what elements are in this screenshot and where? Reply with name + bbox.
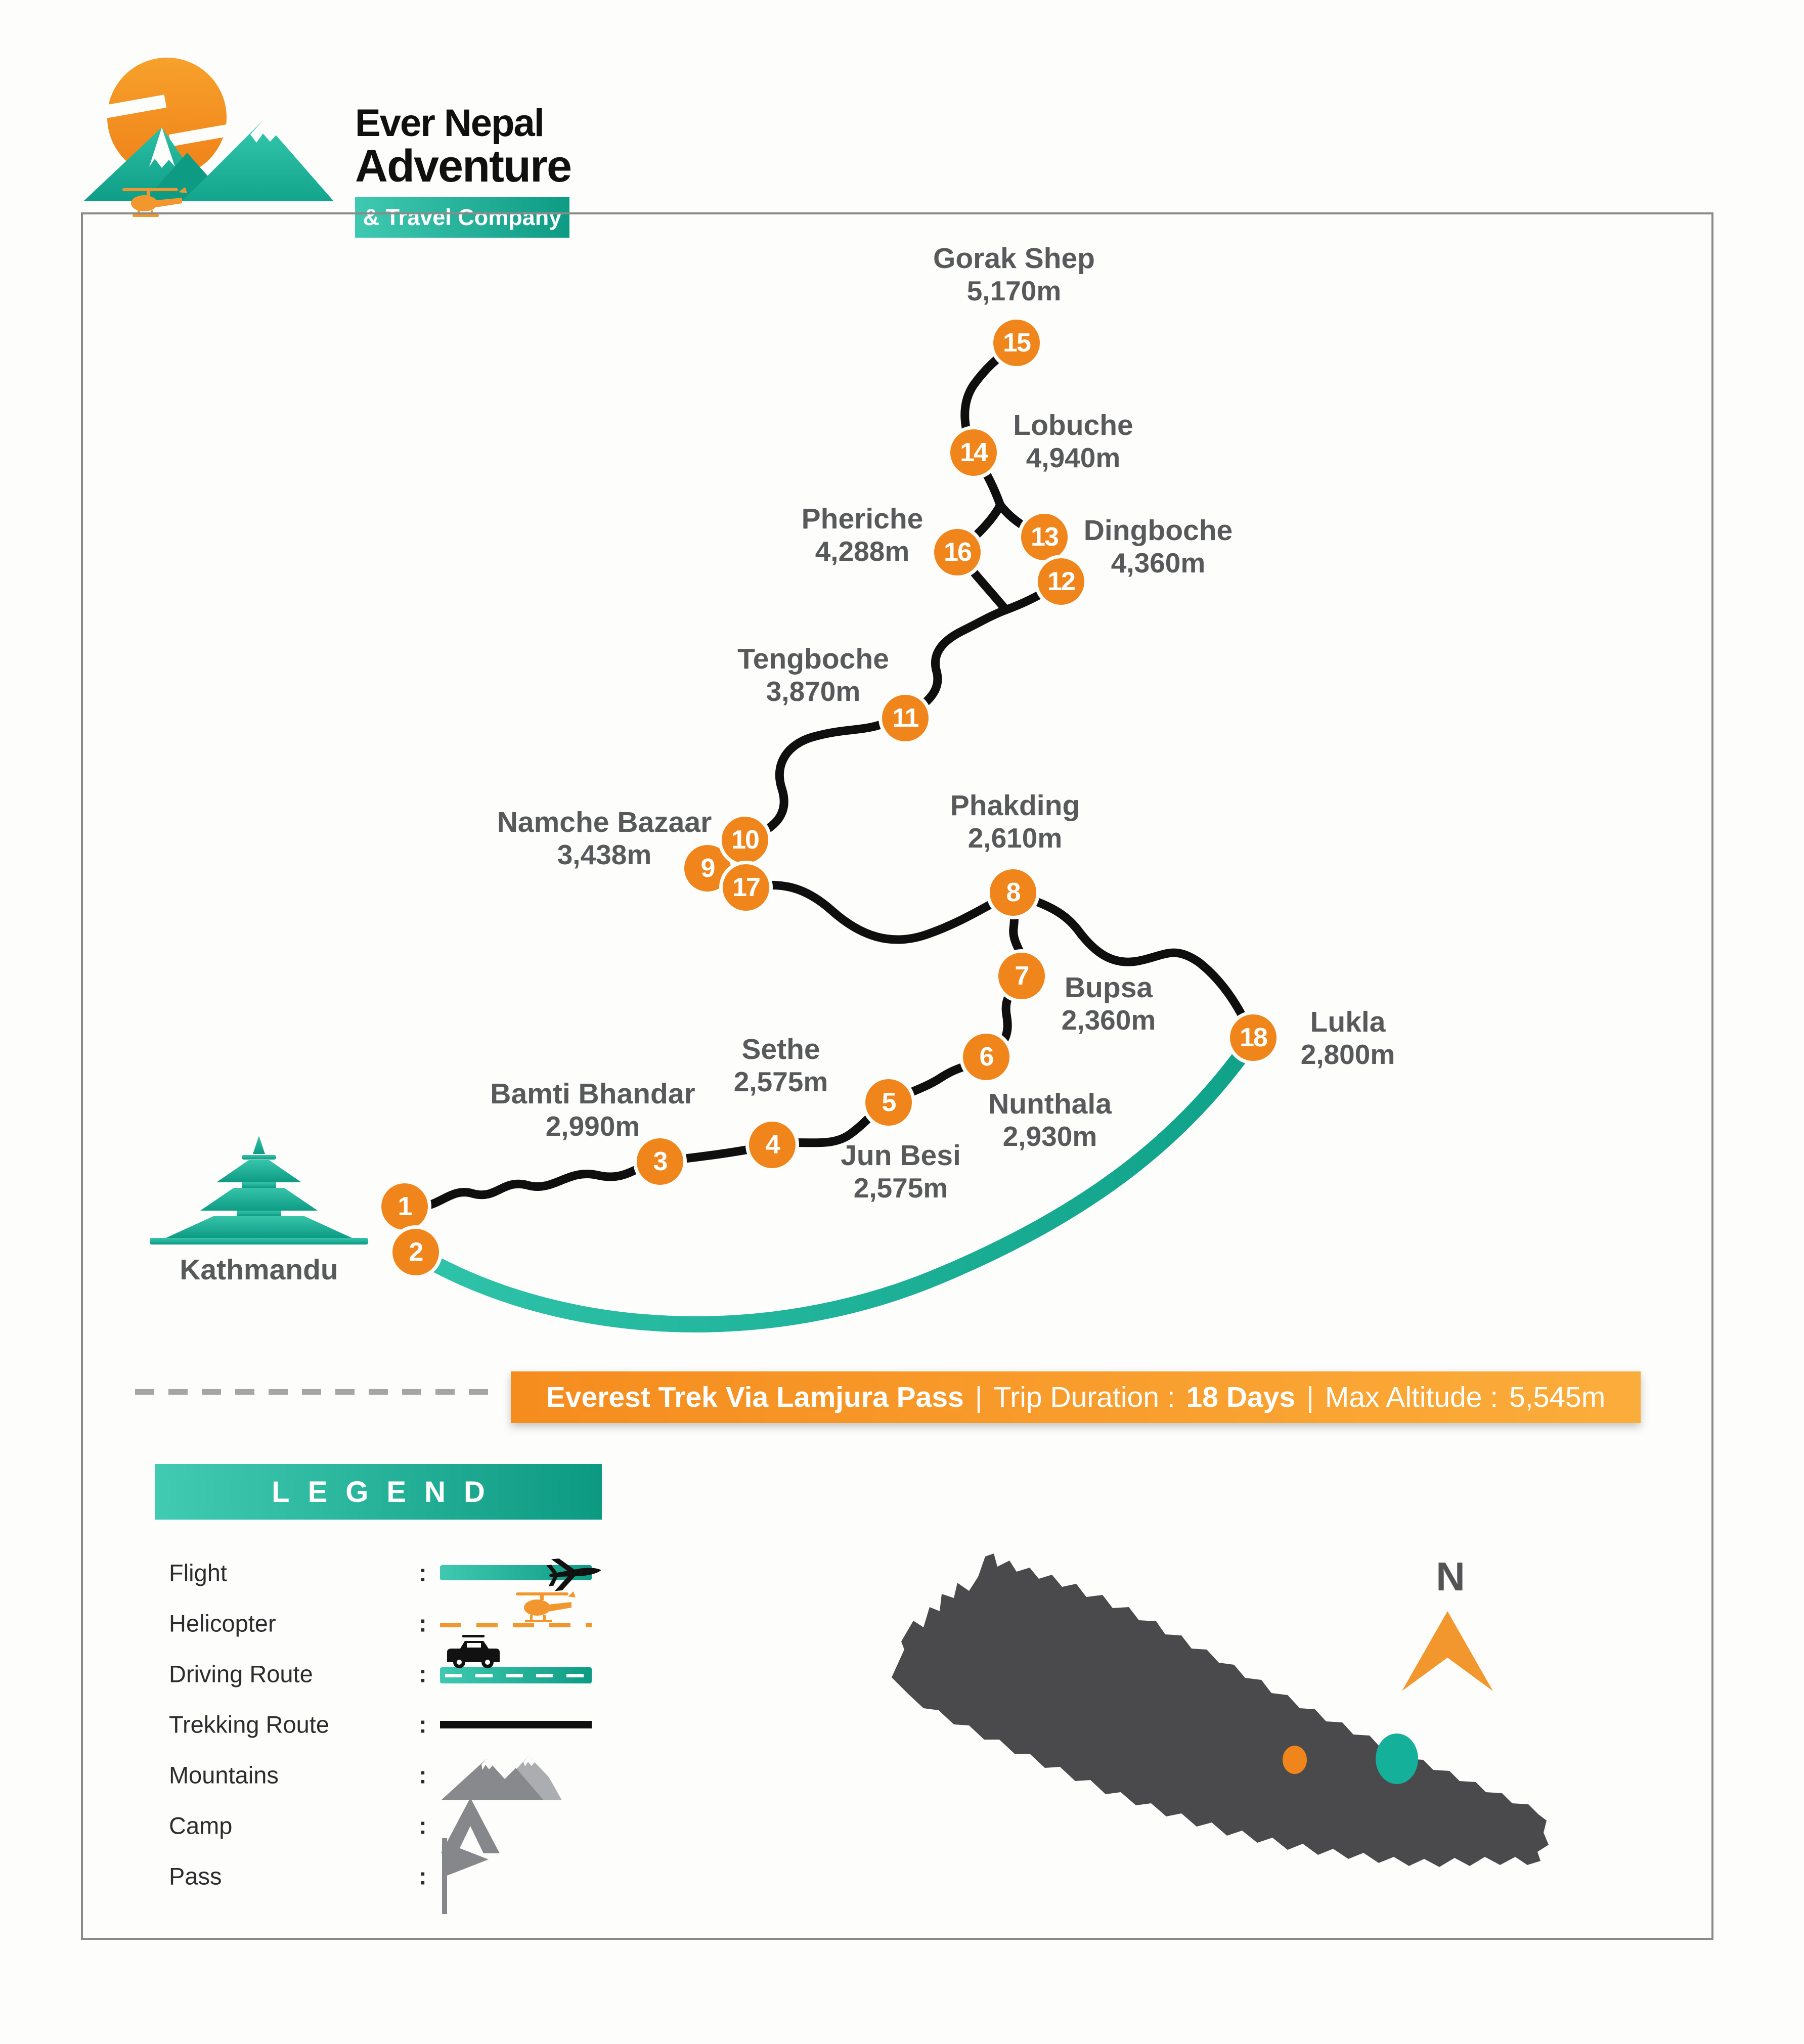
place-label <box>1301 1005 1395 1071</box>
place-label <box>1084 514 1233 580</box>
place-name: Bamti Bhandar <box>490 1078 695 1110</box>
waypoint-number: 13 <box>1031 522 1058 552</box>
jeep-icon <box>443 1634 504 1669</box>
waypoint-number: 16 <box>944 538 971 567</box>
place-name: Tengboche <box>737 643 889 675</box>
place-name: Namche Bazaar <box>497 806 712 838</box>
place-label <box>180 1253 338 1286</box>
legend-label-camp: Camp <box>169 1812 233 1839</box>
place-label <box>734 1033 828 1098</box>
place-label <box>933 242 1095 307</box>
legend-row-flight: Flight : <box>155 1548 620 1597</box>
place-name: Pheriche <box>801 503 923 535</box>
legend <box>155 1523 620 1907</box>
waypoint-number: 12 <box>1047 567 1075 596</box>
place-altitude: 2,575m <box>853 1172 948 1204</box>
place-label <box>490 1077 695 1143</box>
place-label <box>841 1139 961 1205</box>
place-name: Sethe <box>741 1033 820 1065</box>
place-label <box>950 789 1080 855</box>
banner-dashed-line <box>135 1389 501 1395</box>
waypoint-number: 2 <box>409 1237 423 1267</box>
place-altitude: 2,800m <box>1300 1039 1395 1071</box>
place-altitude: 5,170m <box>966 275 1062 307</box>
legend-row-mountains: Mountains : <box>155 1750 620 1800</box>
banner-separator: | <box>1306 1381 1314 1413</box>
legend-header: LEGEND <box>155 1464 602 1520</box>
waypoint-number: 17 <box>732 873 760 902</box>
legend-row-pass: Pass : <box>155 1851 620 1901</box>
waypoint-number: 4 <box>765 1130 779 1160</box>
legend-label-trekking-route: Trekking Route <box>169 1711 329 1738</box>
helicopter-icon <box>511 1591 577 1628</box>
legend-row-driving: Driving Route : <box>155 1649 620 1699</box>
trip-max-altitude-label: Max Altitude : <box>1325 1381 1499 1413</box>
place-name: Gorak Shep <box>933 242 1095 275</box>
legend-row-trekking: Trekking Route : <box>155 1700 620 1749</box>
waypoint-number: 10 <box>731 825 759 855</box>
waypoint-number: 8 <box>1006 878 1020 907</box>
place-label <box>988 1087 1112 1153</box>
company-tagline: & Travel Company <box>355 197 569 238</box>
banner-separator: | <box>975 1381 983 1413</box>
place-altitude: 2,990m <box>545 1110 640 1142</box>
place-name: Phakding <box>950 789 1080 822</box>
trekking-route-symbol <box>440 1721 592 1728</box>
waypoint-number: 14 <box>960 438 987 467</box>
waypoint-number: 1 <box>398 1192 412 1221</box>
waypoint-number: 6 <box>979 1042 993 1072</box>
place-name: Bupsa <box>1064 971 1153 1004</box>
legend-row-helicopter: Helicopter : <box>155 1598 620 1648</box>
trip-duration-label: Trip Duration : <box>993 1381 1175 1413</box>
legend-label-driving-route: Driving Route <box>169 1660 313 1687</box>
place-label <box>1062 971 1156 1037</box>
place-name: Jun Besi <box>841 1139 961 1172</box>
legend-label-mountains: Mountains <box>169 1761 279 1789</box>
trip-duration-value: 18 Days <box>1186 1381 1296 1413</box>
waypoint-number: 5 <box>882 1088 896 1117</box>
place-altitude: 3,438m <box>557 839 652 871</box>
place-name: Kathmandu <box>180 1254 338 1286</box>
pass-flag-icon <box>440 1838 496 1914</box>
place-altitude: 4,940m <box>1026 442 1121 474</box>
driving-route-symbol <box>440 1667 592 1683</box>
place-name: Lukla <box>1310 1006 1386 1038</box>
place-altitude: 2,930m <box>1002 1121 1097 1152</box>
trip-title: Everest Trek Via Lamjura Pass <box>546 1381 964 1413</box>
trip-banner <box>511 1371 1641 1423</box>
waypoint-number: 3 <box>653 1147 667 1176</box>
compass-north-label: N <box>1436 1554 1465 1599</box>
legend-label-flight: Flight <box>169 1559 227 1586</box>
place-altitude: 2,610m <box>967 822 1063 854</box>
place-name: Dingboche <box>1083 514 1233 547</box>
waypoint-number: 15 <box>1003 328 1030 358</box>
waypoint-number: 7 <box>1015 961 1029 991</box>
mountains-icon <box>440 1748 571 1802</box>
place-label <box>1013 409 1133 474</box>
place-altitude: 2,575m <box>733 1066 828 1098</box>
place-name: Nunthala <box>988 1088 1112 1120</box>
place-label <box>802 502 923 568</box>
plane-icon <box>546 1550 607 1595</box>
legend-label-pass: Pass <box>169 1862 222 1890</box>
legend-row-camp: Camp : <box>155 1801 620 1850</box>
waypoint-number: 18 <box>1240 1023 1267 1052</box>
place-altitude: 4,360m <box>1111 547 1206 579</box>
waypoint-number: 11 <box>892 703 918 733</box>
place-name: Lobuche <box>1013 409 1133 441</box>
waypoint-number: 9 <box>700 854 715 883</box>
company-name-line1: Ever Nepal <box>355 102 544 145</box>
place-altitude: 2,360m <box>1061 1004 1156 1036</box>
legend-label-helicopter: Helicopter <box>169 1610 276 1637</box>
company-name-line2: Adventure <box>355 141 571 192</box>
place-altitude: 3,870m <box>766 676 861 707</box>
place-altitude: 4,288m <box>815 536 910 567</box>
trip-max-altitude-value: 5,545m <box>1509 1381 1606 1413</box>
place-label <box>497 806 712 871</box>
place-label <box>737 642 889 708</box>
